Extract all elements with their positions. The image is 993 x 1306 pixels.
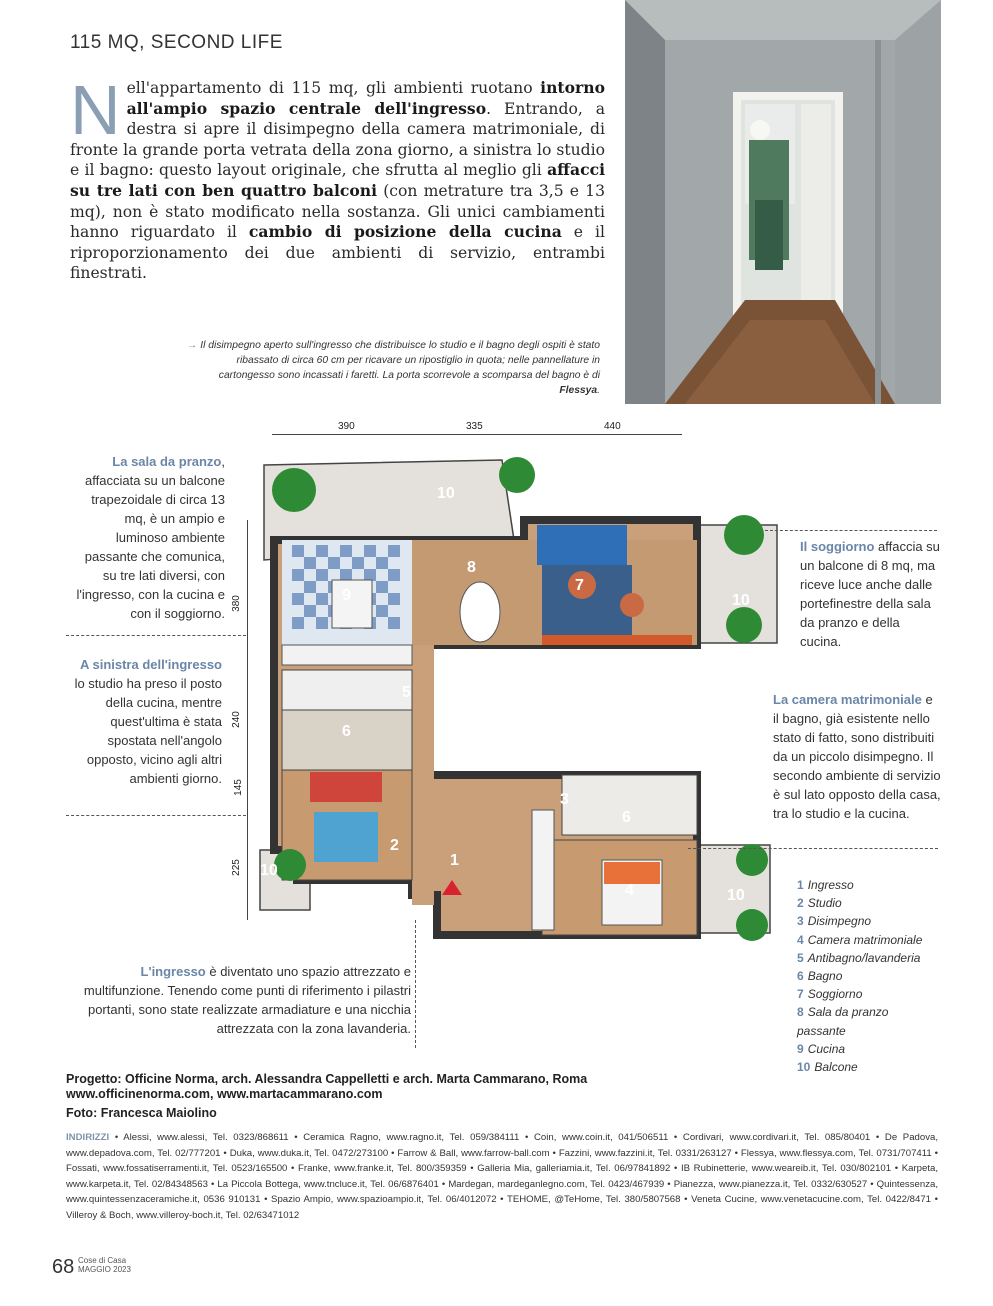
label-corridor-left: 3: [437, 672, 446, 689]
leader-study: [66, 815, 246, 816]
label-antibagno: 5: [402, 684, 411, 701]
living-sideboard: [542, 635, 692, 645]
label-living: 7: [575, 577, 584, 594]
legend-item: 7 Soggiorno: [797, 987, 863, 1002]
dim-left-2: 240: [230, 711, 242, 728]
label-balcony-bottom: 10: [727, 887, 745, 904]
dining-table: [460, 582, 500, 642]
credits-photo: Foto: Francesca Maiolino: [66, 1106, 217, 1120]
entrance-floor: [412, 645, 434, 905]
label-bedroom: 4: [625, 882, 634, 899]
label-entrance: 1: [450, 852, 459, 869]
note-bedroom: La camera matrimoniale e il bagno, già esistente nello stato di fatto, sono distribuiti da un piccolo disimpegno. Il secondo ambiente di servizio è sul lato opposto della casa, tra lo studio e la cucina.: [773, 692, 941, 821]
page-number: 68: [52, 1256, 75, 1278]
credits: [66, 1072, 626, 1121]
addresses: INDIRIZZI • Alessi, www.alessi, Tel. 0323/868611 • Ceramica Ragno, www.ragno.it, Tel. 059/384111 • Coin, www.coin.it, 041/506511 • Cordivari, www.cordivari.it, Tel. 085/80401 • De Padova, www.depadova.com, Tel. 02/777201 • Duka, www.duka.it, Tel. 0472/273100 • Farrow & Ball, www.farrow-ball.com • Fazzini, www.fazzini.it, Tel. 0331/263127 • Flessya, www.flessya.com, Tel. 0731/707411 • Fossati, www.fossatiserramenti.it, Tel. 0523/165500 • Franke, www.franke.it, Tel. 800/359359 • Galleria Mia, galleriamia.it, Tel. 06/97841892 • IB Rubinetterie, www.weareib.it, Tel. 030/802101 • Karpeta, www.karpeta.it, Tel. 02/84348563 • La Piccola Bottega, www.tncluce.it, Tel. 06/6876401 • Mardegan, mardeganlegno.com, Tel. 0423/467939 • Pianezza, www.pianezza.it, Tel. 0332/630527 • Quintessenza, www.quintessenzaceramiche.it, 0536 910131 • Spazio Ampio, www.spazioampio.it, Tel. 06/4012072 • TEHOME, @TeHome, Tel. 380/5807568 • Veneta Cucine, www.venetacucine.com, Tel. 0422/8471 • Villeroy & Boch, www.villeroy-boch.it, Tel. 02/63471012: [66, 1132, 938, 1221]
left-dimension-line: [247, 520, 248, 920]
label-balcony-top: 10: [437, 485, 455, 502]
dim-top-1: 390: [338, 421, 355, 432]
legend-item: 6 Bagno: [797, 969, 843, 984]
credits-project: Progetto: Officine Norma, arch. Alessandra Cappelletti e arch. Marta Cammarano, Roma: [66, 1072, 588, 1086]
drop-cap: N: [70, 71, 121, 149]
label-studio: 2: [390, 837, 399, 854]
legend-item: 4 Camera matrimoniale: [797, 932, 923, 947]
magazine-name: Cose di Casa MAGGIO 2023: [78, 1256, 131, 1274]
leader-dining: [66, 635, 246, 636]
leader-bedroom: [688, 848, 938, 849]
legend-item: 2 Studio: [797, 896, 842, 911]
plan-legend: [797, 876, 922, 1076]
legend-item: 9 Cucina: [797, 1041, 846, 1056]
top-dimension-line: [272, 434, 682, 435]
dim-left-3: 145: [232, 779, 244, 796]
label-balcony-left: 10: [260, 862, 278, 879]
note-entrance: L'ingresso è diventato uno spazio attrezzato e multifunzione. Tenendo come punti di riferimento i pilastri portanti, sono state realizzate armadiature e una nicchia attrezzata con la zona lavanderia.: [83, 964, 411, 1036]
note-living: Il soggiorno affaccia su un balcone di 8 mq, ma riceve luce anche dalle portefinestre della sala da pranzo e della cucina.: [800, 539, 940, 649]
legend-item: 3 Disimpegno: [797, 914, 872, 929]
label-dining: 8: [467, 559, 476, 576]
floor-plan: [252, 440, 782, 970]
note-dining: La sala da pranzo, affacciata su un balcone trapezoidale di circa 13 mq, è un ampio e luminoso ambiente passante che comunica, su tre lati diversi, con l'ingresso, con la cucina e con il soggiorno.: [76, 454, 225, 621]
legend-item: 10 Balcone: [797, 1060, 858, 1075]
living-sofa: [537, 525, 627, 565]
arrow-right-icon: →: [187, 340, 198, 351]
label-balcony-right: 10: [732, 592, 750, 609]
studio-rug: [314, 812, 378, 862]
intro-paragraph: Nell'appartamento di 115 mq, gli ambienti ruotano intorno all'ampio spazio centrale dell'ingresso. Entrando, a destra si apre il disimpegno della camera matrimoniale, di fronte la grande porta vetrata della zona giorno, a sinistra lo studio e il bagno: questo layout originale, che sfrutta al meglio gli affacci su tre lati con ben quattro balconi (con metrature tra 3,5 e 13 mq), non è stato modificato nella sostanza. Gli unici cambiamenti hanno riguardato il cambio di posizione della cucina e il riproporzionamento dei due ambienti di servizio, entrambi finestrati.: [70, 71, 605, 283]
label-kitchen: 9: [342, 587, 351, 604]
section-title: 115 MQ, SECOND LIFE: [70, 32, 283, 53]
credits-web: www.officinenorma.com, www.martacammarano.com: [66, 1087, 383, 1101]
corridor-photo: [625, 0, 941, 404]
dim-left-4: 225: [230, 859, 242, 876]
legend-item: 1 Ingresso: [797, 878, 854, 892]
photo-caption: → Il disimpegno aperto sull'ingresso che distribuisce lo studio e il bagno degli ospiti è stato ribassato di circa 60 cm per ricavare un ripostiglio in quota; nelle pannellature in cartongesso sono incassati i faretti. La porta scorrevole a scomparsa del bagno è di Flessya.: [187, 340, 600, 396]
label-bathroom-right: 6: [622, 809, 631, 826]
studio-sofa: [310, 772, 382, 802]
legend-item: 8 Sala da pranzo passante: [797, 1005, 889, 1038]
label-bathroom-left: 6: [342, 723, 351, 740]
leader-living: [765, 530, 937, 531]
dim-top-3: 440: [604, 421, 621, 432]
note-study: A sinistra dell'ingresso lo studio ha preso il posto della cucina, mentre quest'ultima è stata spostata nell'angolo opposto, vicino agli altri ambienti giorno.: [74, 657, 222, 786]
leader-entrance: [415, 920, 416, 1048]
dim-top-2: 335: [466, 421, 483, 432]
dim-left-1: 380: [230, 595, 242, 612]
legend-item: 5 Antibagno/lavanderia: [797, 950, 921, 965]
label-corridor-right: 3: [560, 791, 569, 808]
